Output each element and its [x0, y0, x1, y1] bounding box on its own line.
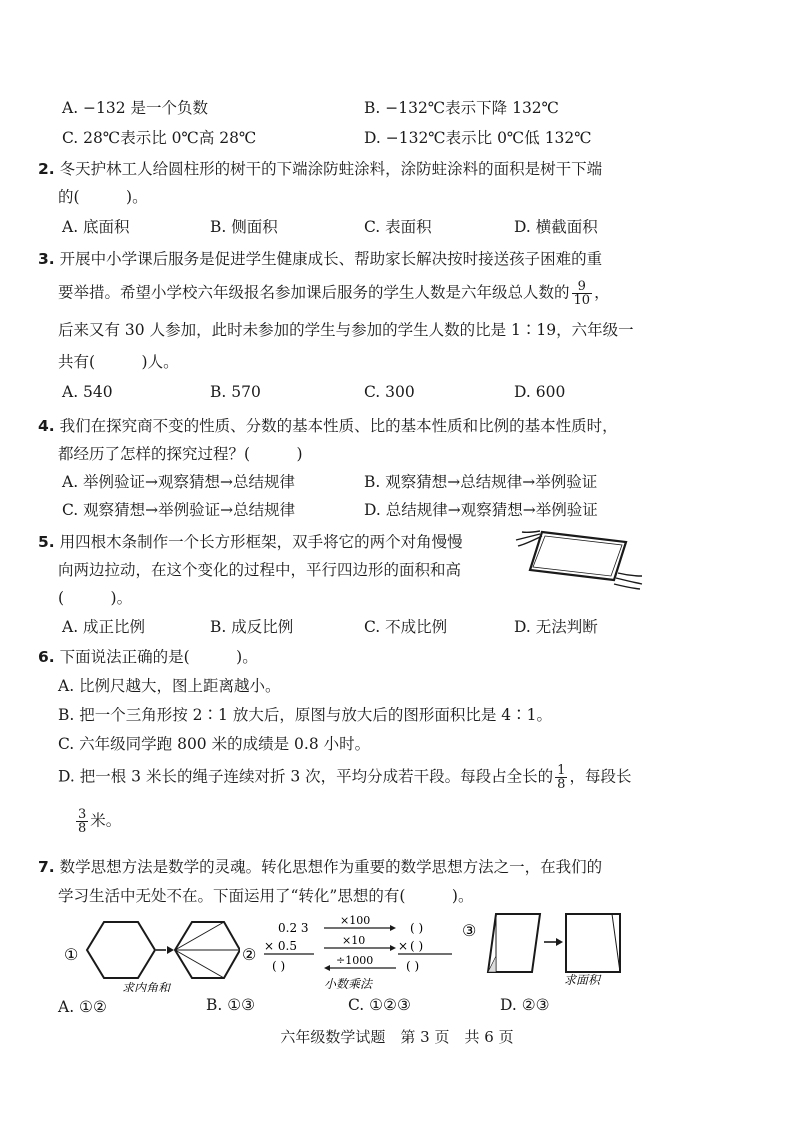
q4-line2: 都经历了怎样的探究过程？( ) [58, 445, 303, 463]
q2-option-b: B. 侧面积 [210, 218, 278, 236]
q7-option-a: A. ①② [58, 998, 107, 1016]
q7-option-d: D. ②③ [500, 996, 550, 1014]
q5-number: 5. [38, 533, 55, 551]
q6-fraction-2: $\frac{3}{8}$ [78, 807, 87, 836]
q7-line1: 7. 数学思想方法是数学的灵魂。转化思想作为重要的数学思想方法之一，在我们的 [38, 858, 603, 876]
q3-option-a: A. 540 [62, 383, 113, 401]
q7-number: 7. [38, 858, 55, 876]
q5-option-d: D. 无法判断 [514, 618, 598, 636]
q6-option-b: B. 把一个三角形按 2∶1 放大后，原图与放大后的图形面积比是 4∶1。 [58, 706, 552, 724]
q7-option-c: C. ①②③ [348, 996, 411, 1014]
q2-option-d: D. 横截面积 [514, 218, 598, 236]
q6-number: 6. [38, 648, 55, 666]
q5-line3: ( )。 [58, 589, 133, 607]
q6-option-a: A. 比例尺越大，图上距离越小。 [58, 677, 281, 695]
figure-2-op3: ÷1000 [336, 954, 374, 967]
figure-2-label: ② [242, 945, 257, 964]
figure-2-result-mid: ( ) [410, 939, 424, 953]
figure-2-bottom: ( ) [272, 959, 286, 973]
q2-number: 2. [38, 160, 55, 178]
q1-option-c: C. 28℃表示比 0℃高 28℃ [62, 129, 257, 147]
q6-fraction-1: $\frac{1}{8}$ [557, 763, 566, 792]
q6-option-c: C. 六年级同学跑 800 米的成绩是 0.8 小时。 [58, 735, 371, 753]
q4-option-a: A. 举例验证→观察猜想→总结规律 [62, 473, 296, 491]
q3-option-b: B. 570 [210, 383, 261, 401]
q5-option-a: A. 成正比例 [62, 618, 146, 636]
q5-option-b: B. 成反比例 [210, 618, 294, 636]
figure-3-caption: 求面积 [564, 973, 601, 986]
figure-2-decimal-multiplication [240, 912, 456, 992]
q6-option-d: D. 把一根 3 米长的绳子连续对折 3 次，平均分成若干段。每段占全长的 $\frac{1}{8}$ ，每段长 [58, 763, 632, 792]
q5-option-c: C. 不成比例 [364, 618, 448, 636]
figure-1-hexagon [60, 912, 240, 992]
figure-2-op2: ×10 [342, 934, 366, 947]
figure-1-caption: 求内角和 [121, 981, 171, 992]
figure-2-result-top: ( ) [410, 921, 424, 935]
q6-line1: 6. 下面说法正确的是( )。 [38, 648, 258, 666]
q3-line2: 要举措。希望小学校六年级报名参加课后服务的学生人数是六年级总人数的 $\frac{9}{10}$ ， [58, 279, 610, 308]
q3-line1: 3. 开展中小学课后服务是促进学生健康成长、帮助家长解决按时接送孩子困难的重 [38, 250, 603, 268]
q1-option-b: B. −132℃表示下降 132℃ [364, 99, 560, 117]
q3-line4: 共有( )人。 [58, 353, 179, 371]
q4-option-c: C. 观察猜想→举例验证→总结规律 [62, 501, 296, 519]
figure-2-result-bottom: ( ) [406, 959, 420, 973]
q4-number: 4. [38, 417, 55, 435]
q2-option-a: A. 底面积 [62, 218, 130, 236]
q5-line1: 5. 用四根木条制作一个长方形框架，双手将它的两个对角慢慢 [38, 533, 463, 551]
q6-option-d-cont: $\frac{3}{8}$ 米。 [78, 807, 122, 836]
q3-option-c: C. 300 [364, 383, 415, 401]
q1-option-a: A. −132 是一个负数 [62, 99, 209, 117]
figure-2-op1: ×100 [340, 914, 371, 927]
q4-option-b: B. 观察猜想→总结规律→举例验证 [364, 473, 598, 491]
q7-line2: 学习生活中无处不在。下面运用了“转化”思想的有( )。 [58, 887, 474, 905]
figure-3-label: ③ [462, 921, 477, 940]
q7-option-b: B. ①③ [206, 996, 256, 1014]
q2-line2: 的( )。 [58, 188, 148, 206]
q1-option-d: D. −132℃表示比 0℃低 132℃ [364, 129, 592, 147]
figure-2-top: 0.2 3 [278, 921, 309, 935]
q3-option-d: D. 600 [514, 383, 566, 401]
figure-2-result-mul: × [398, 939, 409, 953]
q2-option-c: C. 表面积 [364, 218, 432, 236]
q5-line2: 向两边拉动，在这个变化的过程中，平行四边形的面积和高 [58, 561, 462, 579]
q4-line1: 4. 我们在探究商不变的性质、分数的基本性质、比的基本性质和比例的基本性质时， [38, 417, 618, 435]
figure-2-caption: 小数乘法 [323, 977, 373, 991]
q4-option-d: D. 总结规律→观察猜想→举例验证 [364, 501, 598, 519]
stretched-frame-figure [514, 518, 644, 590]
figure-2-mid: × 0.5 [264, 939, 297, 953]
q2-line1: 2. 冬天护林工人给圆柱形的树干的下端涂防蛀涂料，涂防蛀涂料的面积是树干下端 [38, 160, 603, 178]
q3-fraction: $\frac{9}{10}$ [573, 279, 591, 308]
page-footer: 六年级数学试题 第 3 页 共 6 页 [280, 1028, 514, 1046]
q3-number: 3. [38, 250, 55, 268]
figure-3-parallelogram [460, 906, 640, 986]
q3-line3: 后来又有 30 人参加，此时未参加的学生与参加的学生人数的比是 1∶19，六年级一 [58, 321, 634, 339]
figure-1-label: ① [64, 945, 79, 964]
